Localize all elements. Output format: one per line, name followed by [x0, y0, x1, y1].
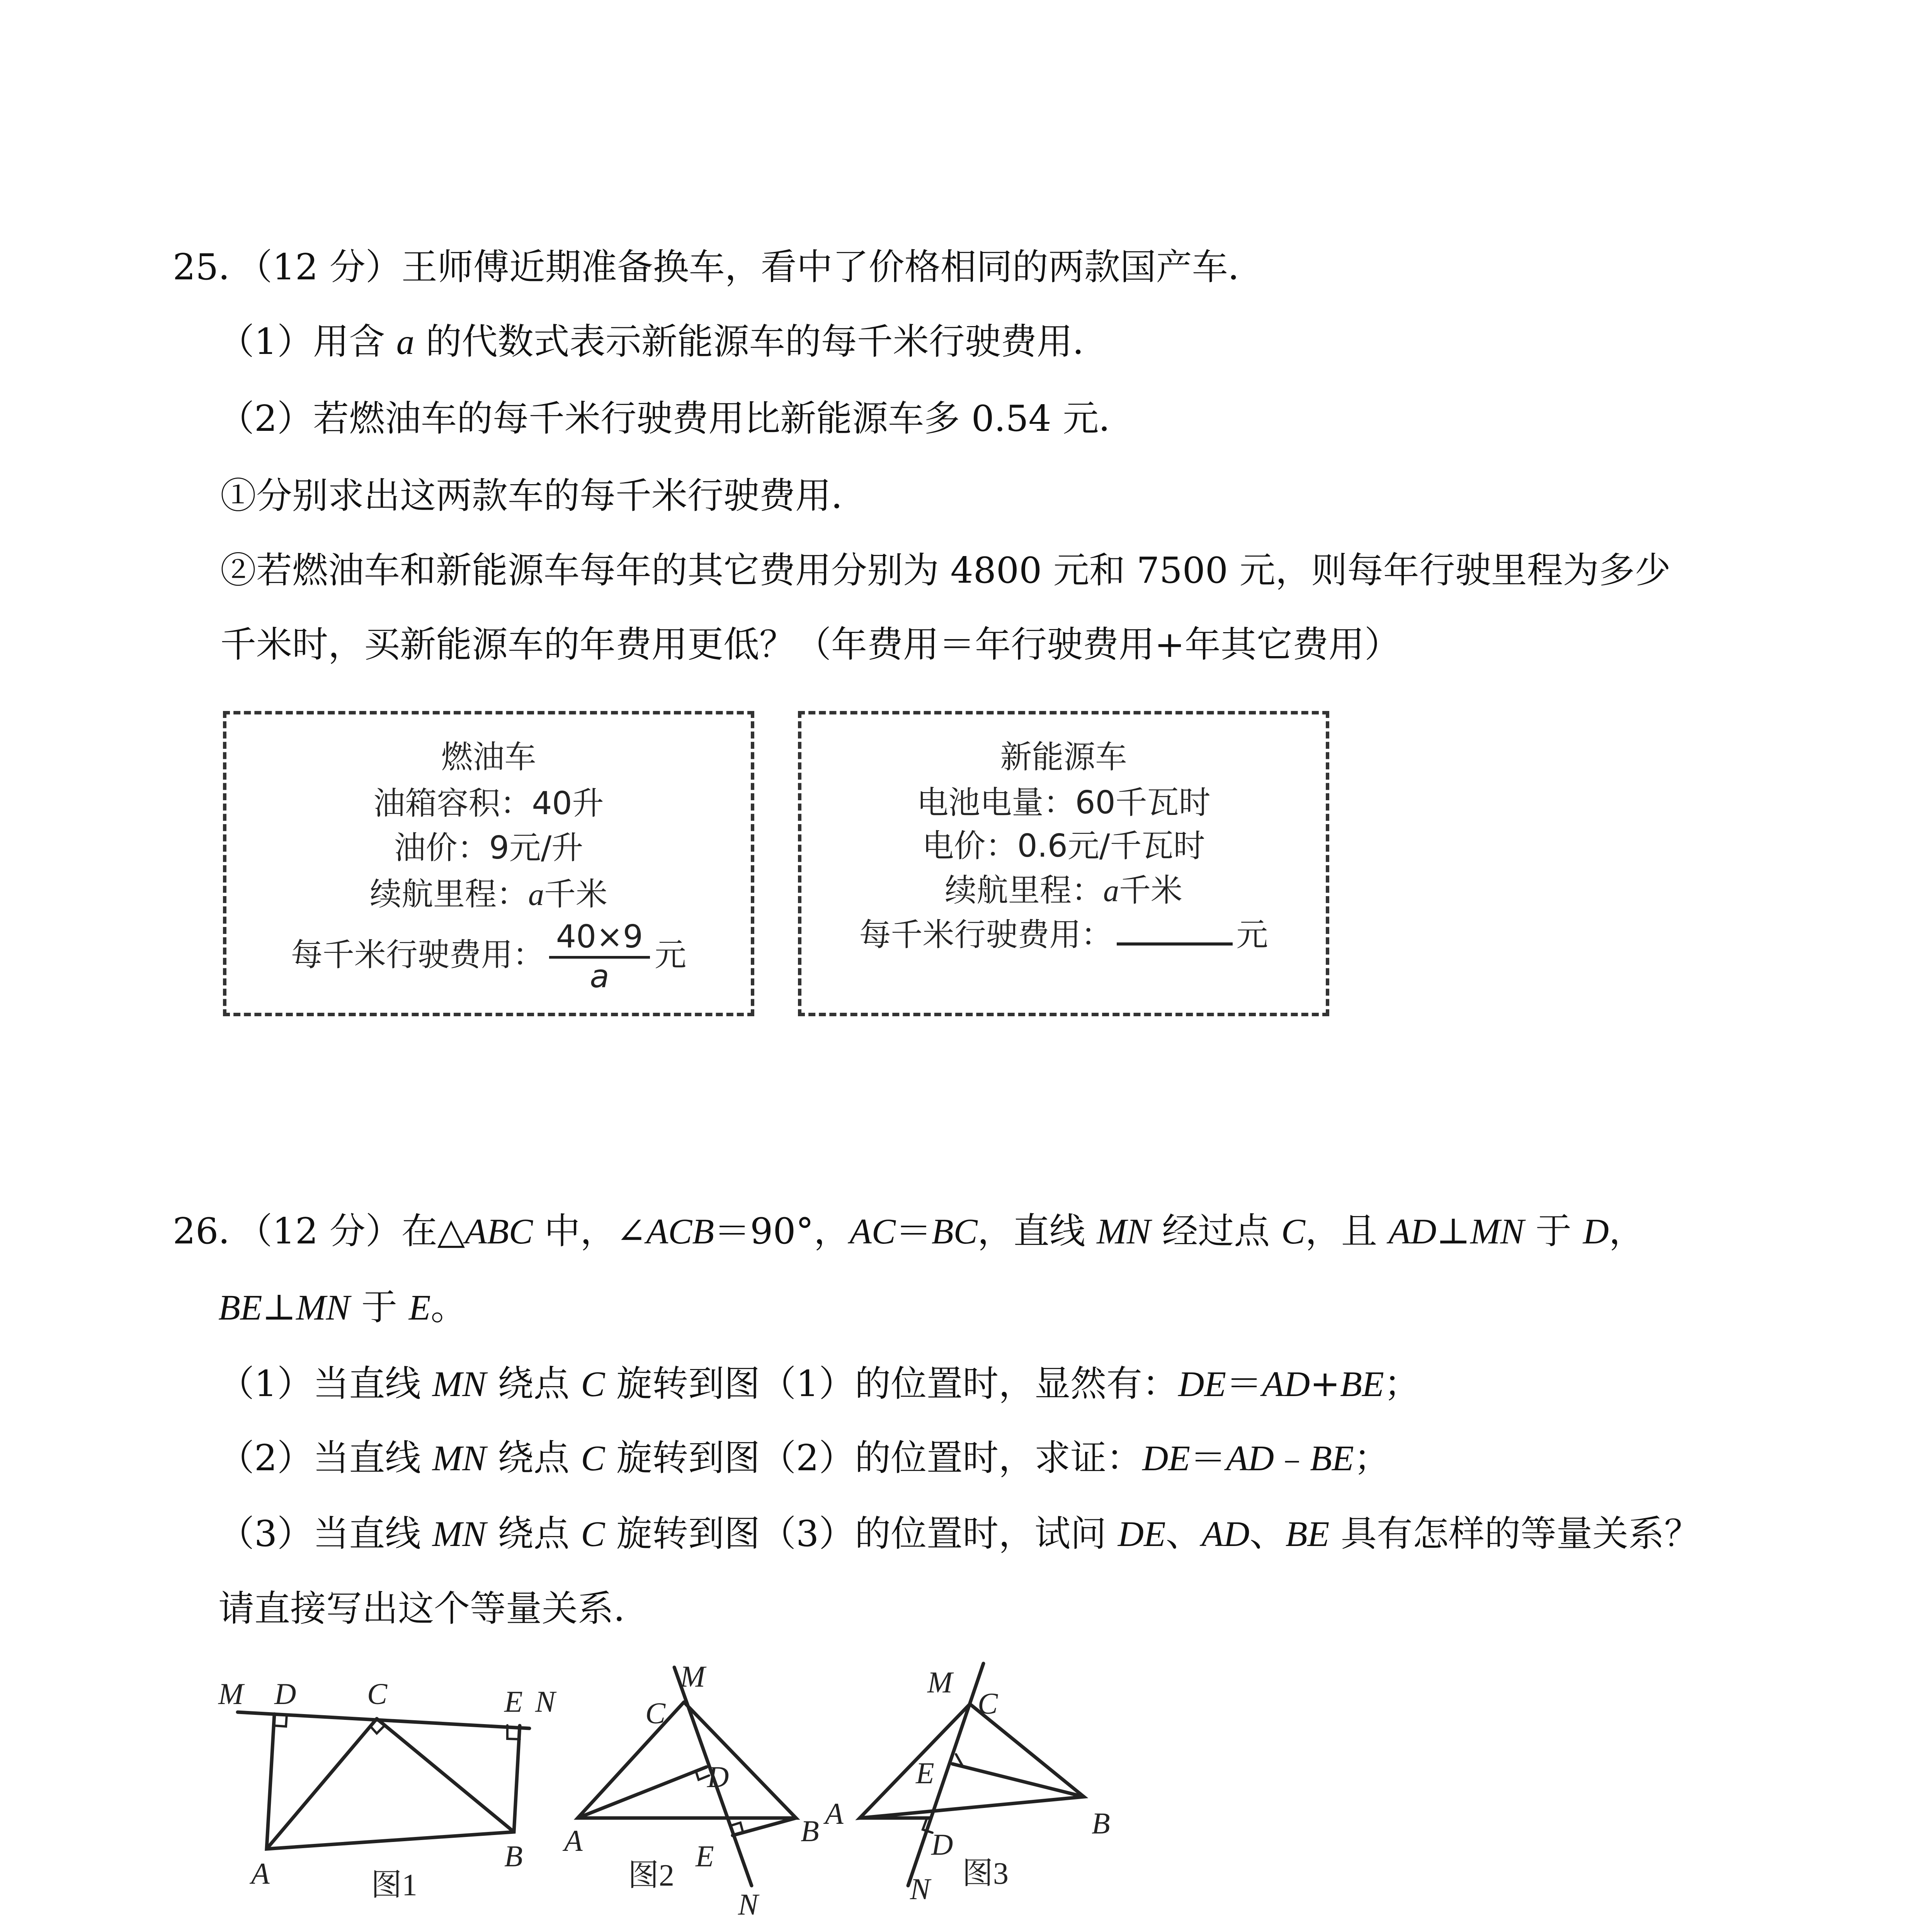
- text-run: +: [1310, 1363, 1340, 1405]
- text-run: 具有怎样的等量关系？: [1329, 1513, 1700, 1554]
- text-run: AD: [1226, 1439, 1274, 1478]
- text-run: BE: [1310, 1439, 1354, 1478]
- fig3-label-m: M: [927, 1665, 953, 1699]
- fig2-label-a: A: [564, 1824, 583, 1857]
- fig1-right-angle-c: [370, 1726, 384, 1733]
- fuel-car-range-var: a: [528, 877, 544, 912]
- fig1-label-n: N: [535, 1685, 556, 1718]
- text-run: DE: [1118, 1514, 1166, 1554]
- text-run: （2）当直线: [218, 1437, 432, 1479]
- text-run: AD: [1262, 1364, 1310, 1404]
- text-run: 请直接写出这个等量关系．: [218, 1588, 650, 1629]
- text-run: BE: [1340, 1364, 1384, 1404]
- text-run: ＝: [1190, 1437, 1226, 1479]
- fuel-car-tank: 油箱容积：40升: [373, 785, 604, 822]
- figure-3: [860, 1663, 1084, 1886]
- figure-1: [238, 1712, 529, 1849]
- text-run: 于: [1524, 1210, 1583, 1252]
- fig1-segment-cb: [377, 1719, 514, 1832]
- q25-part1-var: a: [396, 322, 415, 362]
- text-run: 。: [430, 1286, 467, 1328]
- fig3-label-e: E: [916, 1756, 934, 1790]
- ev-car-range-label: 续航里程：: [944, 872, 1103, 909]
- fig1-segment-ca: [267, 1719, 377, 1849]
- fig3-triangle: [860, 1704, 1084, 1818]
- q25-part1-pre: （1）用含: [218, 321, 396, 362]
- fig1-label-a: A: [251, 1857, 270, 1890]
- q25-part2: （2）若燃油车的每千米行驶费用比新能源车多 0.54 元．: [218, 398, 1135, 439]
- fig1-caption: 图1: [371, 1868, 417, 1902]
- fuel-car-cost-unit: 元: [655, 936, 687, 973]
- text-run: AD: [1201, 1514, 1250, 1554]
- text-run: BE: [1285, 1514, 1330, 1554]
- text-run: 旋转到图（2）的位置时，求证：: [605, 1437, 1143, 1479]
- fig3-label-d: D: [931, 1828, 953, 1861]
- fig1-label-d: D: [274, 1677, 296, 1711]
- text-run: C: [581, 1514, 605, 1554]
- text-run: D: [1583, 1212, 1609, 1252]
- text-run: MN: [432, 1514, 486, 1554]
- text-run: BC: [931, 1212, 978, 1252]
- text-run: ，: [1609, 1210, 1645, 1252]
- text-run: DE: [1178, 1364, 1226, 1404]
- ev-car-range-var: a: [1103, 873, 1119, 908]
- fuel-car-title: 燃油车: [441, 739, 536, 776]
- fig2-label-e: E: [696, 1839, 714, 1873]
- q25-heading: 25．（12 分）王师傅近期准备换车，看中了价格相同的两款国产车．: [173, 246, 1264, 288]
- text-run: BE: [218, 1288, 262, 1328]
- q25-part1-post: 的代数式表示新能源车的每千米行驶费用．: [414, 321, 1109, 362]
- text-run: 绕点: [486, 1437, 581, 1479]
- text-run: ACB: [646, 1212, 714, 1252]
- text-run: 、: [1249, 1513, 1286, 1554]
- fig2-caption: 图2: [628, 1859, 674, 1893]
- text-run: AD: [1388, 1212, 1437, 1252]
- ev-car-battery: 电池电量：60千瓦时: [917, 784, 1211, 821]
- fig3-label-a: A: [825, 1797, 844, 1830]
- fig2-label-b: B: [801, 1814, 819, 1848]
- ev-car-price: 电价：0.6元/千瓦时: [922, 828, 1205, 864]
- text-run: C: [581, 1439, 605, 1478]
- text-run: 绕点: [486, 1513, 581, 1554]
- text-run: E: [408, 1288, 431, 1328]
- text-run: 中，∠: [532, 1210, 646, 1252]
- text-run: MN: [432, 1439, 486, 1478]
- text-run: ＝: [895, 1210, 932, 1252]
- fig2-segment-ad: [578, 1767, 706, 1818]
- text-run: AC: [849, 1212, 896, 1252]
- fuel-car-cost-numerator: 40×9: [549, 921, 650, 959]
- fuel-car-range-unit: 千米: [544, 876, 608, 913]
- text-run: 绕点: [486, 1363, 581, 1405]
- ev-car-title: 新能源车: [1000, 739, 1127, 776]
- text-run: C: [1281, 1212, 1305, 1252]
- fig3-label-c: C: [978, 1687, 998, 1720]
- text-run: C: [581, 1364, 605, 1404]
- fig3-label-n: N: [910, 1872, 930, 1906]
- text-run: 于: [350, 1286, 409, 1328]
- fig2-label-n: N: [738, 1888, 759, 1921]
- text-run: ，直线: [977, 1210, 1097, 1252]
- text-run: ；: [1354, 1437, 1390, 1479]
- fig1-right-angle-d: [274, 1715, 287, 1726]
- q25-part2-sub2: ②若燃油车和新能源车每年的其它费用分别为 4800 元和 7500 元，则每年行驶里程为多少: [220, 549, 1671, 591]
- text-run: MN: [296, 1288, 350, 1328]
- text-run: 旋转到图（1）的位置时，显然有：: [605, 1363, 1179, 1405]
- ev-car-cost-unit: 元: [1236, 917, 1268, 953]
- text-run: DE: [1142, 1439, 1191, 1478]
- text-run: （3）当直线: [218, 1513, 432, 1554]
- fig2-triangle: [578, 1702, 796, 1818]
- fig3-right-angle-e: [953, 1754, 963, 1767]
- text-run: 、: [1165, 1513, 1202, 1554]
- text-run: 旋转到图（3）的位置时，试问: [605, 1513, 1118, 1554]
- fuel-car-range-label: 续航里程：: [369, 876, 528, 913]
- text-run: ⊥: [1436, 1210, 1470, 1252]
- fig1-label-m: M: [218, 1677, 243, 1711]
- fig1-label-b: B: [504, 1839, 523, 1873]
- fig2-label-d: D: [707, 1760, 729, 1794]
- fig3-label-b: B: [1092, 1806, 1110, 1840]
- text-run: （1）当直线: [218, 1363, 432, 1405]
- fig2-label-c: C: [645, 1696, 666, 1730]
- text-run: ＝90°，: [714, 1210, 850, 1252]
- text-run: ⊥: [262, 1286, 296, 1328]
- text-run: ，且: [1305, 1210, 1389, 1252]
- text-run: 26．（12 分）在△: [173, 1210, 465, 1252]
- text-run: ﹣: [1274, 1437, 1310, 1479]
- text-run: ABC: [465, 1212, 533, 1252]
- q25-part2-sub2-cont: 千米时，买新能源车的年费用更低？（年费用＝年行驶费用+年其它费用）: [220, 624, 1400, 665]
- fig3-caption: 图3: [962, 1857, 1009, 1891]
- ev-car-range-unit: 千米: [1119, 872, 1183, 909]
- text-run: 经过点: [1150, 1210, 1281, 1252]
- fig1-label-e: E: [504, 1685, 523, 1718]
- text-run: MN: [1097, 1212, 1151, 1252]
- text-run: MN: [1470, 1212, 1524, 1252]
- q25-part2-sub1: ①分别求出这两款车的每千米行驶费用．: [220, 475, 867, 517]
- text-run: MN: [432, 1364, 486, 1404]
- fuel-car-cost-denominator: a: [590, 958, 609, 995]
- text-run: ＝: [1226, 1363, 1262, 1405]
- figure-2: [578, 1667, 796, 1886]
- fig2-label-m: M: [680, 1660, 705, 1693]
- fuel-car-price: 油价：9元/升: [394, 830, 583, 866]
- fuel-car-cost-label: 每千米行驶费用：: [291, 936, 544, 973]
- ev-car-cost-label: 每千米行驶费用：: [859, 917, 1113, 953]
- text-run: ；: [1384, 1363, 1420, 1405]
- fig1-label-c: C: [367, 1677, 388, 1711]
